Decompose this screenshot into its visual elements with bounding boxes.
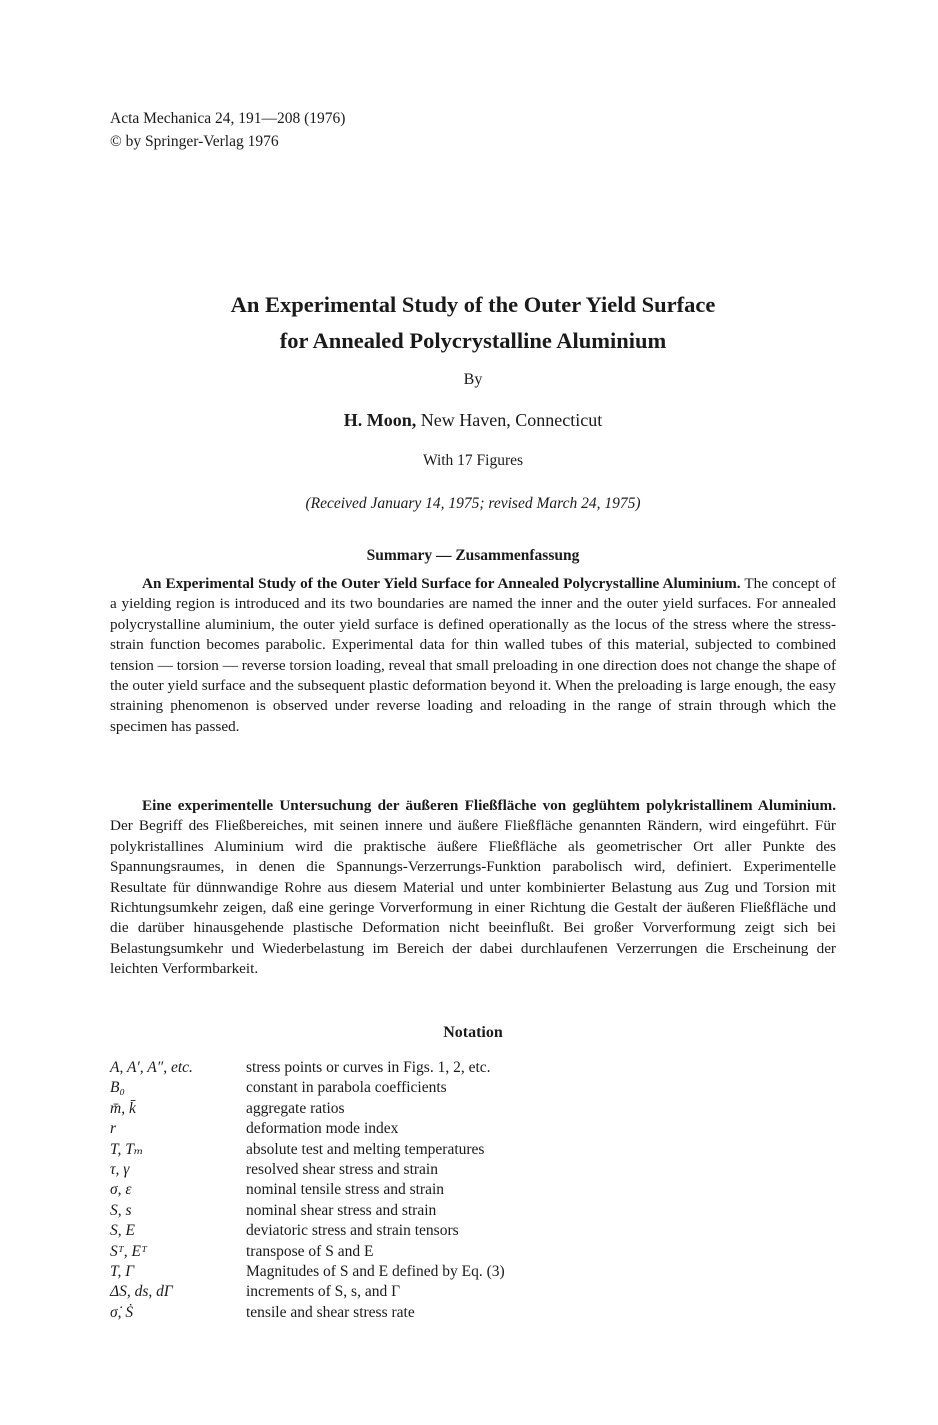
figures-note: With 17 Figures (422, 452, 524, 469)
notation-row (110, 1262, 505, 1282)
notation-symbol: r (110, 1120, 117, 1138)
notation-symbol: S, s (110, 1201, 132, 1219)
abstract-german (110, 796, 836, 980)
notation-symbol: T, Γ (110, 1262, 135, 1280)
notation-symbol: A, A′, A″, etc. (110, 1059, 193, 1076)
copyright-line: © by Springer-Verlag 1976 (110, 133, 279, 150)
notation-row (110, 1140, 505, 1160)
notation-definition: transpose of S and E (246, 1242, 374, 1260)
notation-definition: tensile and shear stress rate (246, 1303, 415, 1321)
notation-row (110, 1221, 505, 1241)
author-name: H. Moon, (343, 410, 417, 430)
notation-row (110, 1058, 505, 1078)
notation-list (110, 1058, 505, 1323)
notation-definition: constant in parabola coefficients (246, 1079, 447, 1097)
notation-row (110, 1078, 505, 1098)
notation-row (110, 1180, 505, 1200)
notation-row (110, 1303, 505, 1323)
notation-symbol: τ, γ (110, 1160, 130, 1178)
notation-symbol: S, E (110, 1222, 135, 1240)
author-location: New Haven, Connecticut (420, 410, 603, 430)
notation-symbol: Sᵀ, Eᵀ (110, 1242, 147, 1260)
notation-definition: increments of S, s, and Γ (246, 1283, 401, 1301)
abstract-english-lead: An Experimental Study of the Outer Yield Surface for Annealed Polycrystalline Aluminium. (142, 575, 741, 592)
notation-symbol: ΔS, ds, dΓ (110, 1283, 173, 1301)
abstract-german-body: Der Begriff des Fließbereiches, mit seinen innere und äußere Fließfläche genannten Rändern, wird eingeführt. Für polykristallines Aluminium wird die praktische äußere Fließfläche als geometrischer Ort aller Punkte des Spannungsraumes, in denen die Spannungs-Verzerrungs-Funktion parabolisch wird, definiert. Experimentelle Resultate für dünnwandige Rohre aus diesem Material und unter kombinierter Belastung aus Zug und Torsion mit Richtungsumkehr zeigen, daß eine geringe Vorverformung in einer Richtung die Gestalt der äußeren Fließfläche und die darüber hinausgehende plastische Deformation nicht beeinflußt. Bei großer Vorverformung zeigt sich bei Belastungsumkehr und Wiederbelastung im Bereich der dabei durchlaufenen Verzerrungen die Erscheinung der leichten Verformbarkeit. (110, 817, 836, 978)
notation-definition: deformation mode index (246, 1120, 399, 1138)
paper-title (0, 287, 938, 359)
notation-definition: nominal shear stress and strain (246, 1201, 437, 1219)
notation-row (110, 1119, 505, 1139)
notation-row (110, 1099, 505, 1119)
title-line-2: for Annealed Polycrystalline Aluminium (279, 328, 667, 353)
journal-header (110, 107, 345, 153)
notation-definition: aggregate ratios (246, 1099, 345, 1117)
notation-heading: Notation (443, 1024, 503, 1041)
notation-symbol: σ, ε (110, 1181, 132, 1199)
notation-row (110, 1242, 505, 1262)
abstract-english-body: The concept of a yielding region is introduced and its two boundaries are named the inner and the outer yield surfaces. For annealed polycrystalline aluminium, the outer yield surface is defined operationally as the locus of the stress where the stress-strain function becomes parabolic. Experimental data for thin walled tubes of this material, subjected to combined tension — torsion — reverse torsion loading, reveal that small preloading in one direction does not change the shape of the outer yield surface and the subsequent plastic deformation beyond it. When the preloading is large enough, the easy straining phenomenon is observed under reverse loading and reloading in the range of strain through which the specimen has passed. (110, 575, 836, 735)
notation-symbol: σ̇, Ṡ (110, 1303, 134, 1321)
author-line (0, 410, 938, 431)
notation-definition: nominal tensile stress and strain (246, 1181, 445, 1199)
notation-definition: Magnitudes of S and E defined by Eq. (3) (246, 1262, 505, 1280)
notation-symbol: T, Tₘ (110, 1140, 144, 1158)
notation-row (110, 1201, 505, 1221)
abstract-english (110, 574, 836, 737)
notation-row (110, 1282, 505, 1302)
abstract-german-lead: Eine experimentelle Untersuchung der äußeren Fließfläche von geglühtem polykristallinem Aluminium. (142, 797, 836, 814)
notation-symbol: B₀ (110, 1079, 125, 1097)
by-label: By (463, 371, 483, 388)
notation-definition: resolved shear stress and strain (246, 1160, 438, 1178)
notation-symbol: m̄, k̄ (110, 1099, 136, 1117)
notation-definition: deviatoric stress and strain tensors (246, 1222, 459, 1240)
summary-heading: Summary — Zusammenfassung (366, 547, 580, 564)
journal-citation: Acta Mechanica 24, 191—208 (1976) (110, 110, 346, 127)
notation-definition: stress points or curves in Figs. 1, 2, etc. (246, 1059, 491, 1076)
notation-row (110, 1160, 505, 1180)
received-dates: (Received January 14, 1975; revised March 24, 1975) (305, 495, 641, 512)
notation-definition: absolute test and melting temperatures (246, 1140, 485, 1158)
title-line-1: An Experimental Study of the Outer Yield Surface (230, 292, 716, 317)
